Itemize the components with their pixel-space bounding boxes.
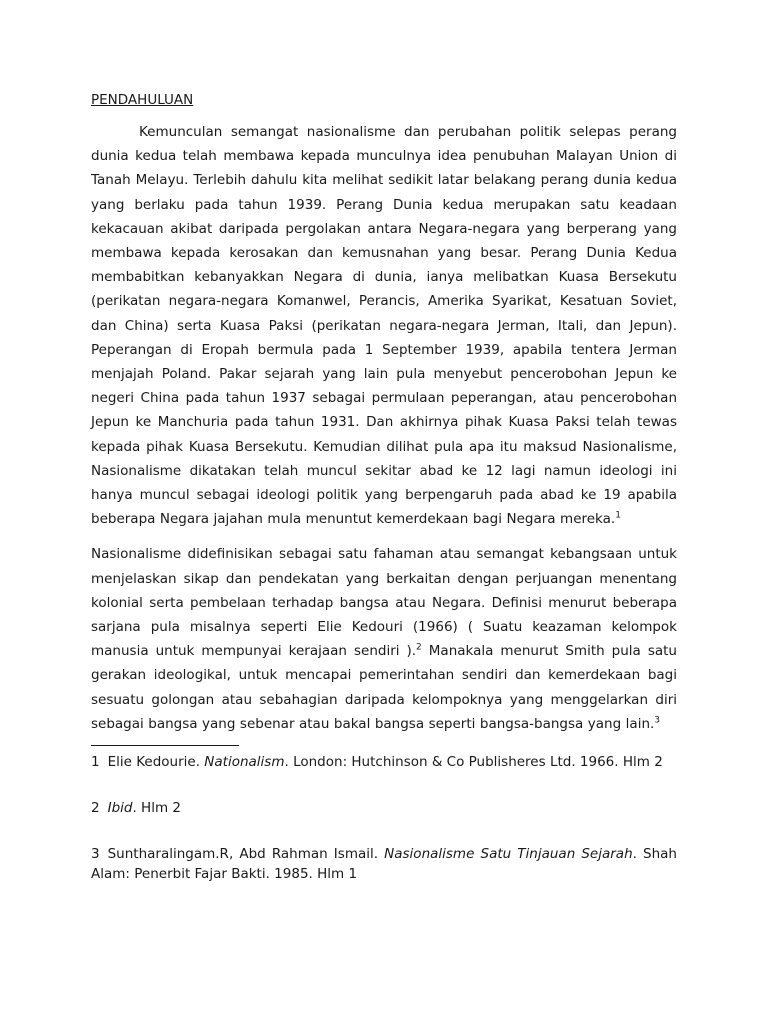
footnote-2-title: Ibid [107,800,133,817]
footnote-1-after: . London: Hutchinson & Co Publisheres Ltd. 1966. Hlm 2 [284,754,663,771]
footnote-1-before: Elie Kedourie. [107,754,205,771]
footnote-3-number: 3 [91,846,100,863]
footnote-3-before: Suntharalingam.R, Abd Rahman Ismail. [107,846,385,863]
document-page [91,90,677,884]
footnote-2-after: . Hlm 2 [132,800,181,817]
footnote-ref-1: 1 [615,510,621,521]
footnote-3-after: . Shah Alam: Penerbit Fajar Bakti. 1985. Hlm 1 [91,846,677,883]
footnote-1 [91,752,677,772]
footnote-separator [91,745,239,746]
paragraph-1-text: Kemunculan semangat nasionalisme dan perubahan politik selepas perang dunia kedua telah membawa kepada munculnya idea penubuhan Malayan Union di Tanah Melayu. Terlebih dahulu kita melihat sedikit latar belakang perang dunia kedua yang berlaku pada tahun 1939. Perang Dunia kedua merupakan satu keadaan kekacauan akibat daripada pergolakan antara Negara-negara yang berperang yang membawa kepada kerosakan dan kemusnahan yang besar. Perang Dunia Kedua membabitkan kebanyakkan Negara di dunia, ianya melibatkan Kuasa Bersekutu (perikatan negara-negara Komanwel, Perancis, Amerika Syarikat, Kesatuan Soviet, dan China) serta Kuasa Paksi (perikatan negara-negara Jerman, Itali, dan Jepun). Peperangan di Eropah bermula pada 1 September 1939, apabila tentera Jerman menjajah Poland. Pakar sejarah yang lain pula menyebut pencerobohan Jepun ke negeri China pada tahun 1937 sebagai permulaan peperangan, atau pencerobohan Jepun ke Manchuria pada tahun 1931. Dan akhirnya pihak Kuasa Paksi telah tewas kepada pihak Kuasa Bersekutu. Kemudian dilihat pula apa itu maksud Nasionalisme, Nasionalisme dikatakan telah muncul sekitar abad ke 12 lagi namun ideologi ini hanya muncul sebagai ideologi politik yang berpengaruh pada abad ke 19 apabila beberapa Negara jajahan mula menuntut kemerdekaan bagi Negara mereka. [91,124,677,528]
paragraph-1 [91,120,677,531]
paragraph-2-text-a: Nasionalisme didefinisikan sebagai satu fahaman atau semangat kebangsaan untuk menjelaskan sikap dan pendekatan yang berkaitan dengan perjuangan menentang kolonial serta pembelaan terhadap bangsa atau Negara. Definisi menurut beberapa sarjana pula misalnya seperti Elie Kedouri (1966) ( Suatu keazaman kelompok manusia untuk mempunyai kerajaan sendiri ). [91,546,677,660]
footnote-3 [91,844,677,884]
section-heading: PENDAHULUAN [91,92,194,108]
paragraph-2 [91,542,677,736]
footnote-2-number: 2 [91,800,100,817]
footnote-ref-2: 2 [416,642,422,653]
footnote-3-title: Nasionalisme Satu Tinjauan Sejarah [384,846,633,863]
footnote-1-number: 1 [91,754,100,771]
paragraph-2-text-b: Manakala menurut Smith pula satu gerakan ideologikal, untuk mencapai pemerintahan sendiri dan kemerdekaan bagi sesuatu golongan atau sebahagian daripada kelompoknya yang menggelarkan diri sebagai bangsa yang sebenar atau bakal bangsa seperti bangsa-bangsa yang lain. [91,643,677,732]
footnote-2 [91,798,677,818]
footnote-ref-3: 3 [654,715,661,726]
footnote-1-title: Nationalism [204,754,285,771]
